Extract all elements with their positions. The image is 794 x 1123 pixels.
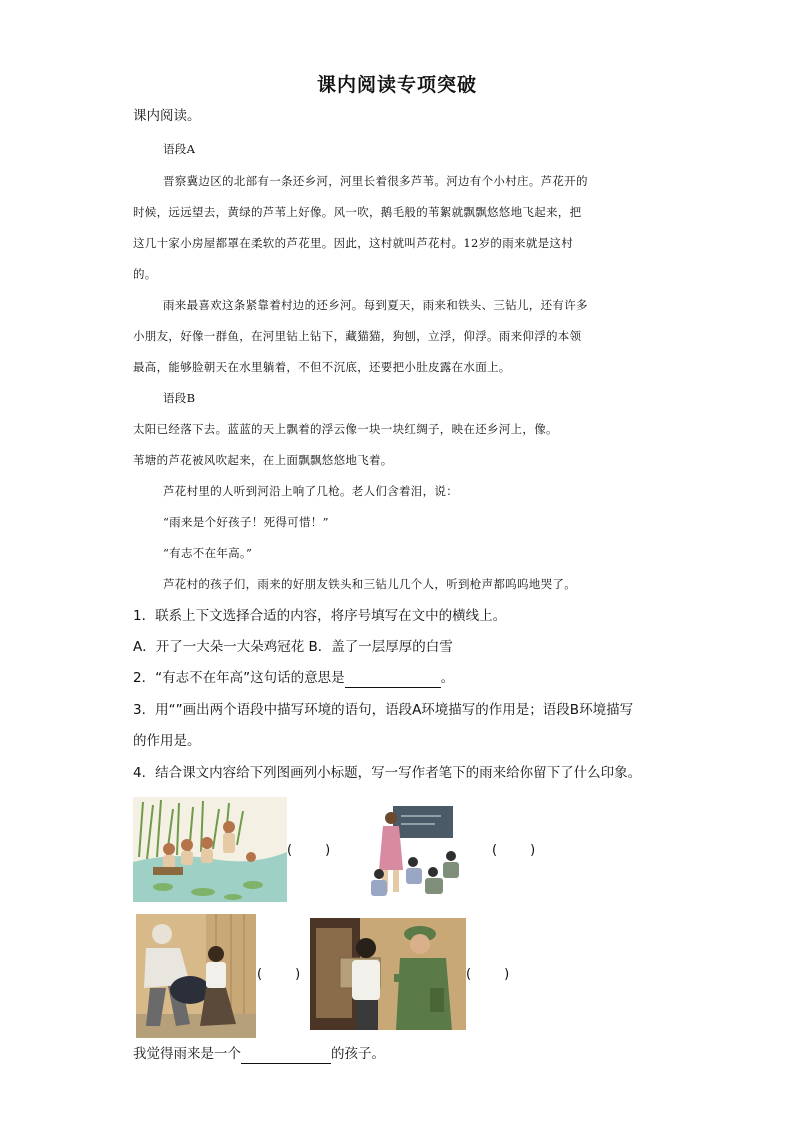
section-b-p2: 芦花村里的人听到河沿上响了几枪。老人们含着泪，说： bbox=[163, 484, 458, 498]
final-text-post: 的孩子。 bbox=[331, 1046, 385, 1062]
question-1: 1．联系上下文选择合适的内容，将序号填写在文中的横线上。 bbox=[133, 608, 507, 624]
question-3-line2: 的作用是。 bbox=[133, 733, 201, 749]
question-2: 2．“有志不在年高”这句话的意思是 。 bbox=[133, 670, 455, 686]
section-a-p2-line1: 雨来最喜欢这条紧靠着村边的还乡河。每到夏天，雨来和铁头、三钻儿，还有许多 bbox=[163, 298, 588, 312]
section-b-quote1: “雨来是个好孩子！死得可惜！” bbox=[163, 515, 329, 529]
answer-paren-2[interactable]: ( ) bbox=[492, 843, 536, 858]
section-a-label: 语段A bbox=[163, 142, 196, 156]
section-b-label: 语段B bbox=[163, 391, 196, 405]
classroom-illustration bbox=[351, 800, 469, 905]
final-text-pre: 我觉得雨来是一个 bbox=[133, 1046, 241, 1062]
section-a-p1-line3: 这几十家小房屋都罩在柔软的芦花里。因此，这村就叫芦花村。12岁的雨来就是这村 bbox=[133, 236, 574, 250]
section-b-p1-line2: 苇塘的芦花被风吹起来，在上面飘飘悠悠地飞着。 bbox=[133, 453, 393, 467]
question-4: 4．结合课文内容给下列图画列小标题，写一写作者笔下的雨来给你留下了什么印象。 bbox=[133, 765, 642, 781]
answer-paren-3[interactable]: ( ) bbox=[257, 967, 301, 982]
question-1-options: A．开了一大朵一大朵鸡冠花 B．盖了一层厚厚的白雪 bbox=[133, 639, 453, 655]
section-a-p2-line2: 小朋友，好像一群鱼，在河里钻上钻下，藏猫猫，狗刨，立浮，仰浮。雨来仰浮的本领 bbox=[133, 329, 582, 343]
section-b-p1-line1: 太阳已经落下去。蓝蓝的天上飘着的浮云像一块一块红绸子，映在还乡河上，像。 bbox=[133, 422, 558, 436]
section-a-p1-line2: 时候，远远望去，黄绿的芦苇上好像。风一吹，鹅毛般的苇絮就飘飘悠悠地飞起来，把 bbox=[133, 205, 582, 219]
swimming-illustration bbox=[133, 797, 287, 902]
answer-blank-q2[interactable] bbox=[345, 673, 441, 688]
section-b-p3: 芦花村的孩子们，雨来的好朋友铁头和三钻儿几个人，听到枪声都呜呜地哭了。 bbox=[163, 577, 576, 591]
question-2-text: 2．“有志不在年高”这句话的意思是 bbox=[133, 670, 345, 686]
soldier-boy-illustration bbox=[310, 918, 466, 1030]
question-3-line1: 3．用“”画出两个语段中描写环境的语句，语段A环境描写的作用是；语段B环境描写 bbox=[133, 702, 634, 718]
answer-paren-1[interactable]: ( ) bbox=[287, 843, 331, 858]
answer-paren-4[interactable]: ( ) bbox=[466, 967, 510, 982]
section-a-p1-line1: 晋察冀边区的北部有一条还乡河，河里长着很多芦苇。河边有个小村庄。芦花开的 bbox=[163, 174, 588, 188]
final-sentence bbox=[133, 1044, 385, 1064]
section-a-p1-line4: 的。 bbox=[133, 267, 157, 281]
section-b-quote2: “有志不在年高。” bbox=[163, 546, 253, 560]
answer-blank-final[interactable] bbox=[241, 1049, 331, 1064]
old-man-boy-illustration bbox=[136, 914, 256, 1038]
section-a-p2-line3: 最高，能够脸朝天在水里躺着，不但不沉底，还要把小肚皮露在水面上。 bbox=[133, 360, 511, 374]
intro-text: 课内阅读。 bbox=[133, 108, 201, 124]
page-title: 课内阅读专项突破 bbox=[316, 74, 477, 96]
